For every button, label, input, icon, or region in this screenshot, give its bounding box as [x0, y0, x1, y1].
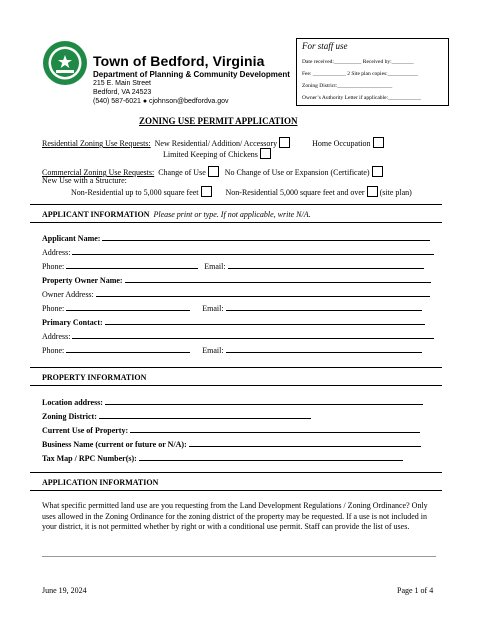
- applicant-phone-field[interactable]: [66, 259, 198, 269]
- owner-email-field[interactable]: [226, 301, 422, 311]
- applicant-email-field[interactable]: [228, 259, 424, 269]
- divider: [30, 385, 442, 386]
- staff-zoning-district: Zoning District:____________________: [302, 83, 393, 89]
- owner-phone-label: Phone:: [42, 304, 65, 313]
- business-name-label: Business Name (current or future or N/A):: [42, 440, 187, 449]
- residential-new-checkbox[interactable]: [279, 137, 290, 148]
- current-use-field[interactable]: [130, 423, 420, 433]
- land-use-answer-field[interactable]: [42, 556, 436, 557]
- tax-map-label: Tax Map / RPC Number(s):: [42, 454, 137, 463]
- street-address: 215 E. Main Street: [93, 80, 151, 87]
- applicant-section-title: APPLICANT INFORMATION: [42, 210, 150, 219]
- zoning-district-label: Zoning District:: [42, 412, 97, 421]
- owner-email-label: Email:: [202, 304, 224, 313]
- town-name: Town of Bedford, Virginia: [93, 53, 265, 69]
- footer-date: June 19, 2024: [42, 586, 87, 595]
- application-instructions: What specific permitted land use are you requesting from the Land Development Regulations / Zoning Ordinance? Only uses allowed in the Zoning Ordinance for the zoning district of the property may be requested. If a use is not included in your district, it is not permitted whether by right or with a conditional use permit. Staff can provide the list of uses.: [42, 501, 428, 531]
- owner-address-label: Owner Address:: [42, 290, 94, 299]
- divider: [30, 222, 442, 223]
- department-name: Department of Planning & Community Development: [93, 70, 290, 79]
- residential-option-home: Home Occupation: [312, 139, 371, 148]
- primary-contact-label: Primary Contact:: [42, 318, 103, 327]
- staff-use-box: [296, 38, 449, 106]
- primary-contact-field[interactable]: [105, 315, 425, 325]
- footer-page-number: Page 1 of 4: [397, 586, 434, 595]
- business-name-field[interactable]: [189, 437, 421, 447]
- tax-map-field[interactable]: [139, 451, 403, 461]
- applicant-email-label: Email:: [204, 262, 226, 271]
- staff-fee: Fee: ____________ 2 Site plan copies:___________: [302, 71, 418, 77]
- nonres-large-checkbox[interactable]: [367, 186, 378, 197]
- contact-email-field[interactable]: [226, 343, 422, 353]
- residential-requests-label: Residential Zoning Use Requests:: [42, 139, 151, 148]
- home-occupation-checkbox[interactable]: [373, 137, 384, 148]
- owner-name-label: Property Owner Name:: [42, 276, 123, 285]
- location-address-label: Location address:: [42, 398, 103, 407]
- applicant-address-field[interactable]: [72, 245, 434, 255]
- applicant-name-field[interactable]: [102, 231, 430, 241]
- change-of-use-checkbox[interactable]: [208, 166, 219, 177]
- owner-name-field[interactable]: [125, 273, 431, 283]
- divider: [30, 490, 442, 491]
- contact-address-field[interactable]: [72, 329, 434, 339]
- contact-phone-field[interactable]: [66, 343, 190, 353]
- divider: [30, 204, 442, 205]
- property-section-title: PROPERTY INFORMATION: [42, 373, 147, 382]
- contact-info: (540) 587-6021 ● cjohnson@bedfordva.gov: [93, 98, 229, 105]
- divider: [30, 367, 442, 368]
- nonres-small-checkbox[interactable]: [201, 186, 212, 197]
- applicant-phone-label: Phone:: [42, 262, 65, 271]
- application-section-title: APPLICATION INFORMATION: [42, 478, 159, 487]
- site-plan-label: (site plan): [379, 188, 412, 197]
- commercial-option-change: Change of Use: [158, 168, 206, 177]
- contact-email-label: Email:: [202, 346, 224, 355]
- city-address: Bedford, VA 24523: [93, 89, 152, 96]
- owner-address-field[interactable]: [96, 287, 430, 297]
- residential-option-chickens: Limited Keeping of Chickens: [163, 150, 258, 159]
- contact-address-label: Address:: [42, 332, 71, 341]
- residential-option-new: New Residential/ Addition/ Accessory: [154, 139, 278, 148]
- chickens-checkbox[interactable]: [260, 148, 271, 159]
- new-use-structure-label: New Use with a Structure:: [42, 176, 127, 185]
- nonres-large-label: Non-Residential 5,000 square feet and over: [225, 188, 365, 197]
- staff-box-title: For staff use: [302, 41, 348, 51]
- staff-date-received: Date received:__________ Received by:________: [302, 59, 414, 65]
- nonres-small-label: Non-Residential up to 5,000 square feet: [71, 188, 199, 197]
- town-seal-logo: [42, 40, 88, 86]
- divider: [30, 472, 442, 473]
- applicant-address-label: Address:: [42, 248, 71, 257]
- applicant-section-note: Please print or type. If not applicable, write N/A.: [153, 210, 311, 219]
- current-use-label: Current Use of Property:: [42, 426, 129, 435]
- applicant-name-label: Applicant Name:: [42, 234, 101, 243]
- contact-phone-label: Phone:: [42, 346, 65, 355]
- form-title: ZONING USE PERMIT APPLICATION: [139, 116, 298, 126]
- staff-authority-letter: Owner’s Authority Letter if applicable:____________: [302, 95, 422, 101]
- commercial-requests-label: Commercial Zoning Use Requests:: [42, 168, 155, 177]
- location-address-field[interactable]: [105, 395, 423, 405]
- commercial-option-nochange: No Change of Use or Expansion (Certificate): [224, 168, 370, 177]
- no-change-checkbox[interactable]: [372, 166, 383, 177]
- owner-phone-field[interactable]: [66, 301, 190, 311]
- zoning-district-field[interactable]: [99, 409, 311, 419]
